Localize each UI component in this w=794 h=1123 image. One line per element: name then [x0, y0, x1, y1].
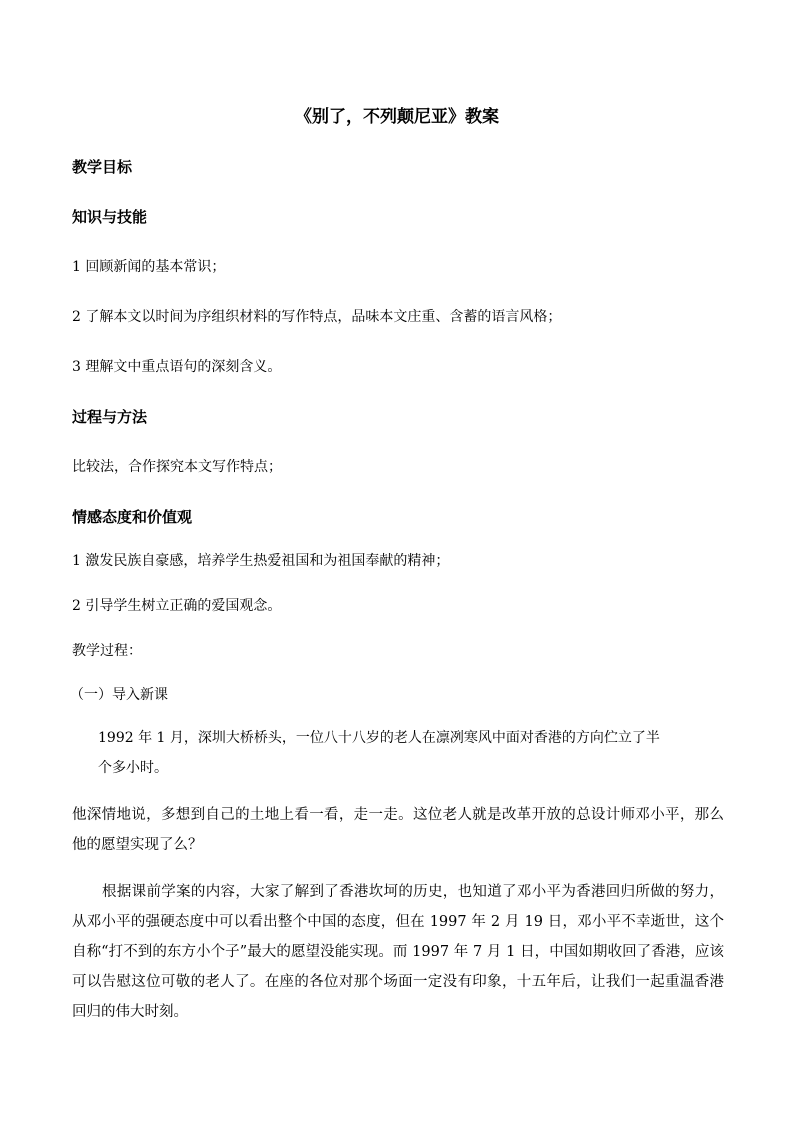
emotion-heading: 情感态度和价值观 — [72, 508, 193, 526]
knowledge-heading: 知识与技能 — [72, 208, 148, 226]
knowledge-item-1: 1 回顾新闻的基本常识； — [72, 259, 226, 275]
process-method-text: 比较法，合作探究本文写作特点； — [72, 459, 282, 475]
teaching-process-label: 教学过程： — [72, 643, 142, 659]
intro-paragraph-3: 根据课前学案的内容，大家了解到了香港坎坷的历史，也知道了邓小平为香港回归所做的努力，从邓小平的强硬态度中可以看出整个中国的态度，但在 1997 年 2 月 19 日，邓小平不幸逝世，这个自称“打不到的东方小个子”最大的愿望没能实现。而 1997 年 7 月 1 日，中国如期收回了香港，应该可以告慰这位可敬的老人了。在座的各位对那个场面一定没有印象，十五年后，让我们一起重温香港回归的伟大时刻。 — [72, 884, 724, 1020]
document-title: 《别了，不列颠尼亚》教案 — [295, 107, 499, 127]
emotion-item-1: 1 激发民族自豪感，培养学生热爱祖国和为祖国奉献的精神； — [72, 553, 450, 569]
section-one-heading: （一）导入新课 — [70, 687, 168, 703]
intro-paragraph-2: 他深情地说，多想到自己的土地上看一看，走一走。这位老人就是改革开放的总设计师邓小平，那么他的愿望实现了么？ — [72, 807, 724, 853]
knowledge-item-3: 3 理解文中重点语句的深刻含义。 — [72, 359, 282, 375]
process-method-heading: 过程与方法 — [72, 408, 148, 426]
intro-paragraph-line-2: 个多小时。 — [98, 760, 168, 776]
emotion-item-2: 2 引导学生树立正确的爱国观念。 — [72, 598, 282, 614]
knowledge-item-2: 2 了解本文以时间为序组织材料的写作特点，品味本文庄重、含蓄的语言风格； — [72, 309, 562, 325]
intro-paragraph-line-1: 1992 年 1 月，深圳大桥桥头，一位八十八岁的老人在凛冽寒风中面对香港的方向伫立了半 — [98, 730, 660, 746]
objectives-heading: 教学目标 — [72, 158, 133, 176]
